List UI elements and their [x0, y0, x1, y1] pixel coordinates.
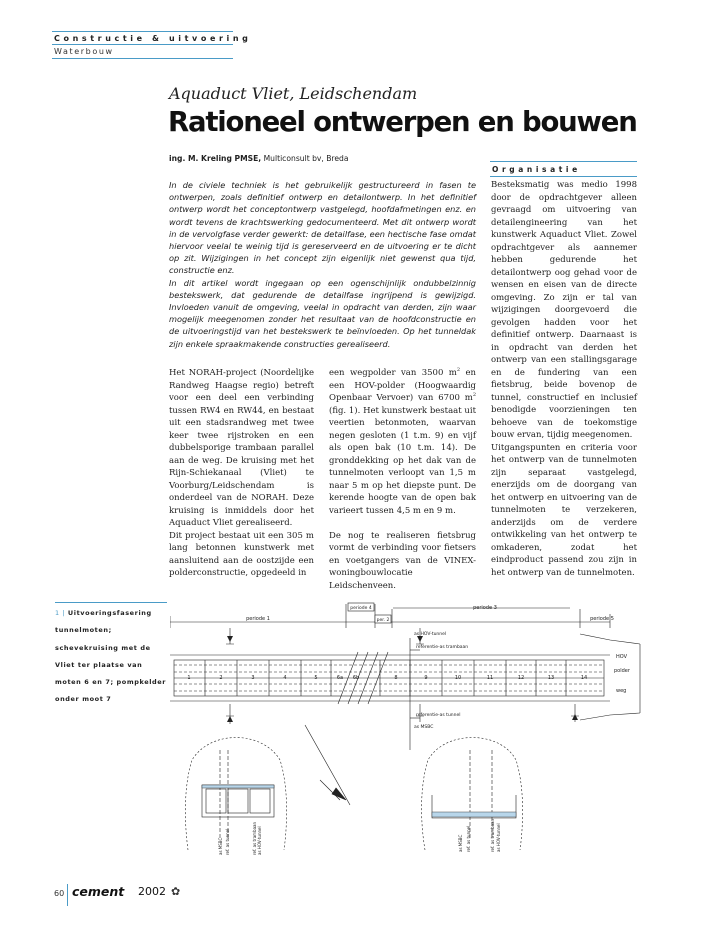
figure-caption: 1 | Uitvoeringsfasering tunnelmoten; schevekruising met de Vliet ter plaatse van moten 6 en 7; pompkelder onder moot 7: [55, 605, 167, 709]
body-paragraph: Het NORAH-project (Noordelijke Randweg Haagse regio) betreft voor een deel een verbinding tussen RW4 en RW44, en bestaat uit een stadsrandweg met twee keer twee rijstroken en een dubbelsporige trambaan parallel aan de weg. De kruising met het Rijn-Schiekanaal (Vliet) te Voorburg/Leidschendam is onderdeel van de NORAH. Deze kruising is inmiddels door het Aquaduct Vliet gerealiseerd.: [169, 368, 314, 528]
sidebar-paragraph: Uitgangspunten en criteria voor het ontwerp van de tunnelmoten zijn separaat vastgelegd, enerzijds om de doorgang van het ontwerp en uitvoering van de tunnelmoten te verzekeren, anderzijds om de verdere ontwikkeling van het ontwerp te omkaderen, zodat het eindproduct passend zou zijn in het ontwerp van de tunnelmoten.: [491, 442, 637, 578]
moot-number: 10: [454, 675, 462, 681]
page-number: 60: [54, 889, 65, 898]
sidebar-paragraph: Besteksmatig was medio 1998 door de opdrachtgever alleen gevraagd om uitvoering van detailengineering van het kunstwerk Aquaduct Vliet. Zowel opdrachtgever als aannemer hebben gedurende het detailontwerp oog gehad voor de wensen en eisen van de directe omgeving. Zo zijn er tal van wijzigingen doorgevoerd die gevolgen hadden voor het definitief ontwerp. Daarnaast is in opdracht van derden het ontwerp van een stallingsgarage en de fundering van een fietsbrug, beide bovenop de tunnel, constructief en inclusief benodigde voorzieningen ten behoeve van de toekomstige bouw ervan, tijdig meegenomen.: [491, 180, 637, 440]
body-paragraph: een wegpolder van 3500 $m^2$ en een HOV-polder (Hoogwaardig Openbaar Vervoer) van 6700 $m^2$ (fig. 1). Het kunstwerk bestaat uit veertien betonmoten, waarvan negen gesloten (1 t.m. 9) en vijf als open bak (10 t.m. 14). De gronddekking op het dak van de tunnelmoten verloopt van 1,5 m naar 5 m op het diepste punt. De kerende hoogte van de open bak varieert tussen 4,5 m en 9 m.: [329, 367, 477, 516]
svg-text:ref. as trambaan: ref. as trambaan: [490, 818, 495, 852]
article-title: Rationeel ontwerpen en bouwen: [168, 106, 637, 138]
period-label: per. 2: [376, 618, 390, 623]
header-rule-middle: [52, 44, 233, 45]
zone-label: HOV: [616, 654, 628, 660]
header-rule-bottom: [52, 58, 233, 59]
moot-number: 4: [283, 675, 287, 681]
magazine-name: cement: [72, 884, 125, 899]
sidebar-rule-bottom: [490, 176, 637, 177]
period-label: periode 5: [590, 616, 614, 622]
moot-number: 13: [547, 675, 555, 681]
axis-label: referentie-as trambaan: [416, 645, 469, 650]
svg-text:as HOV-tunnel: as HOV-tunnel: [496, 823, 501, 852]
body-column-2: [329, 367, 476, 592]
moot-number: 6b: [352, 675, 360, 681]
moot-number: 5: [314, 675, 318, 681]
axis-label: as HOV-tunnel: [414, 632, 447, 637]
period-label: periode 3: [473, 605, 497, 611]
article-subtitle: Aquaduct Vliet, Leidschendam: [169, 84, 418, 103]
moot-number: 14: [580, 675, 588, 681]
sidebar-text: [491, 179, 637, 579]
svg-text:as MSBC: as MSBC: [458, 834, 463, 852]
figure-number: 1: [55, 609, 60, 617]
moot-number: 11: [486, 675, 494, 681]
byline: [169, 154, 349, 163]
moot-number: 6a: [336, 675, 344, 681]
period-label: periode 1: [246, 616, 270, 622]
issue-year: 2002: [138, 885, 166, 898]
body-paragraph: Dit project bestaat uit een 305 m lang betonnen kunstwerk met aansluitend aan de oostzijde een polderconstructie, opgedeeld in: [169, 530, 314, 578]
footer-rule: [67, 884, 68, 906]
axis-label: as MSBC: [414, 725, 434, 730]
moot-number: 9: [424, 675, 428, 681]
moot-number: 2: [219, 675, 223, 681]
zone-label: polder: [614, 668, 630, 674]
header-rule-top: [52, 31, 233, 32]
moot-number: 3: [251, 675, 255, 681]
moot-number: 12: [517, 675, 525, 681]
intro: [169, 179, 476, 350]
phasing-drawing: [170, 600, 650, 862]
body-paragraph: De nog te realiseren fietsbrug vormt de verbinding voor fietsers en voetgangers van de VINEX-woningbouwlocatie Leidschenveen.: [329, 530, 476, 591]
svg-text:ref. as tunnel: ref. as tunnel: [466, 825, 471, 852]
svg-text:as HOV-tunnel: as HOV-tunnel: [257, 826, 262, 855]
moot-number: 8: [394, 675, 398, 681]
section-label: Constructie & uitvoering: [54, 34, 252, 43]
intro-paragraph: In de civiele techniek is het gebruikelijk gestructureerd in fasen te ontwerpen, zoals definitief ontwerp en detailontwerp. In het definitief ontwerp wordt het conceptontwerp vastgelegd, hoofdafmetingen enz. en wordt tevens de krachtswerking gedocumenteerd. Met dit ontwerp wordt in de vervolgfase verder gewerkt: de detailfase, een hectische fase omdat hiervoor veelal te weinig tijd is gereserveerd en de uitvoering er te dicht op zit. Wijzigingen in het concept zijn eigenlijk niet gewenst qua tijd, constructie enz.: [169, 180, 476, 276]
caption-text: Uitvoeringsfasering tunnelmoten; schevekruising met de Vliet ter plaatse van moten 6 en 7; pompkelder onder moot 7: [55, 609, 167, 704]
sidebar-heading: Organisatie: [492, 165, 581, 174]
intro-paragraph: In dit artikel wordt ingegaan op een ogenschijnlijk ondubbelzinnig bestekswerk, dat gedurende de detailfase ingrijpend is gewijzigd. Invloeden vanuit de omgeving, veelal in opdracht van derden, zijn waar mogelijk meegenomen zonder het resultaat van de hoofdconstructie en de uitvoeringstijd van het bestekswerk te beïnvloeden. Op het tunneldak zijn enkele spraakmakende constructies gerealiseerd.: [169, 277, 476, 349]
gear-icon: ✿: [171, 885, 181, 898]
moot-number: 1: [187, 675, 191, 681]
zone-label: weg: [616, 688, 627, 694]
sidebar-rule-top: [490, 161, 637, 162]
author: ing. M. Kreling PMSE,: [169, 154, 262, 163]
subsection-label: Waterbouw: [54, 47, 114, 56]
svg-text:ref. as trambaan: ref. as trambaan: [252, 821, 257, 855]
body-column-1: [169, 367, 314, 580]
affiliation: Multiconsult bv, Breda: [261, 154, 349, 163]
period-label: periode 4: [350, 606, 372, 611]
svg-text:as MSBC: as MSBC: [218, 837, 223, 855]
axis-label: referentie-as tunnel: [416, 713, 461, 718]
svg-text:ref. as tunnel: ref. as tunnel: [225, 828, 230, 855]
